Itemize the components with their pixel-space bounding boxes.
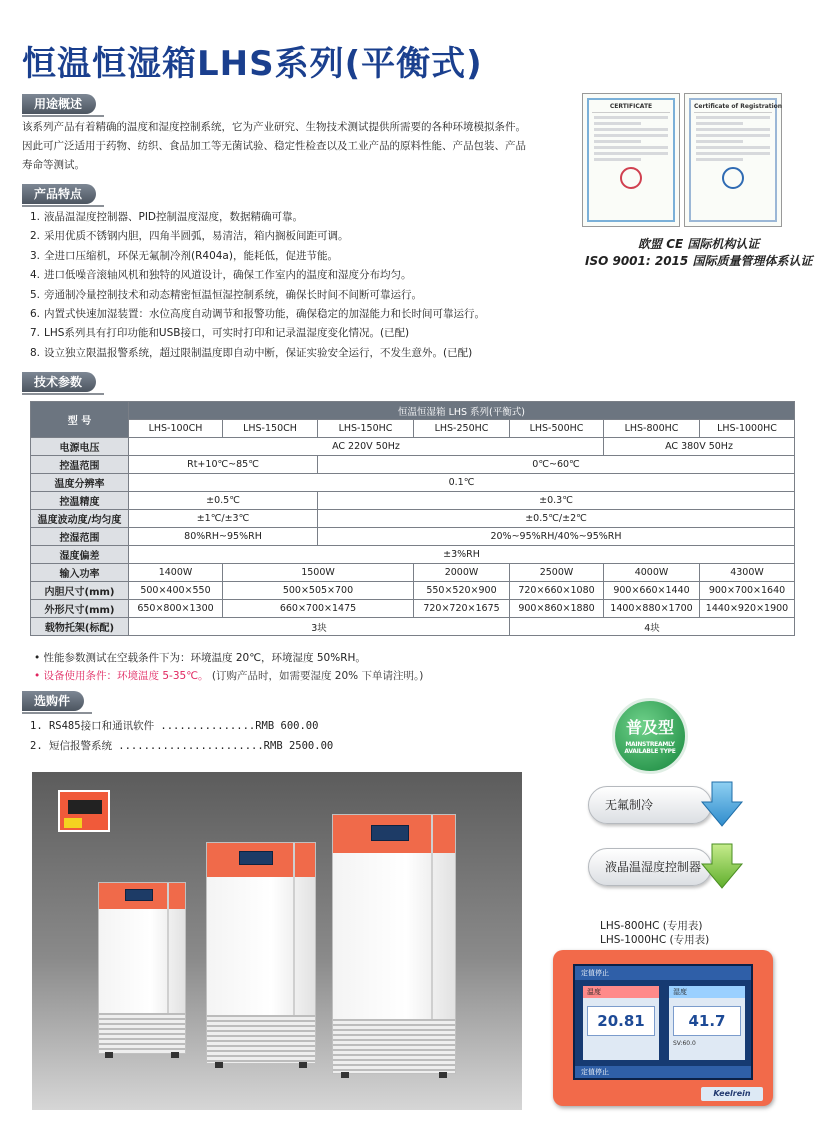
spec-row-label: 载物托架(标配) [31,618,129,636]
spec-cell: 80%RH~95%RH [129,528,318,546]
cabinet-large-image [332,814,456,1074]
feature-text: 采用优质不锈钢内胆，四角半圆弧，易清洁，箱内搁板间距可调。 [44,230,349,243]
spec-cell: ±0.5℃/±2℃ [318,510,795,528]
feature-item [30,227,590,246]
spec-row [31,546,795,564]
spec-model-header: LHS-250HC [414,420,510,438]
feature-item [30,247,590,266]
control-panel-inset-image [58,790,110,832]
feature-text: 全进口压缩机，环保无氟制冷剂(R404a)，能耗低，促进节能。 [44,249,338,262]
section-specs-tab: 技术参数 [22,372,96,392]
spec-row-label: 温度波动度/均匀度 [31,510,129,528]
lcd-controller-image [553,950,773,1106]
arrow-down-icon [700,842,744,890]
spec-cell: ±3%RH [129,546,795,564]
accessory-item-sms-alarm: 2. 短信报警系统 .......................RMB 2500.00 [30,740,334,752]
spec-cell: 4300W [700,564,795,582]
feature-number: 6. [30,307,41,320]
spec-row [31,492,795,510]
feature-item [30,208,590,227]
spec-row [31,618,795,636]
spec-cell: 4块 [510,618,795,636]
temperature-panel [583,986,659,1060]
spec-cell: 900×660×1440 [604,582,700,600]
feature-item [30,266,590,285]
badge-main-text: 普及型 [625,718,674,737]
spec-row-label: 湿度偏差 [31,546,129,564]
temperature-value: 20.81 [587,1006,655,1036]
humidity-panel [669,986,745,1060]
spec-row [31,600,795,618]
spec-cell: 500×505×700 [223,582,414,600]
spec-row-label: 输入功率 [31,564,129,582]
brand-logo: Keelrein [701,1087,763,1101]
spec-cell: ±1℃/±3℃ [129,510,318,528]
cabinet-small-image [98,882,186,1054]
spec-model-header: LHS-1000HC [700,420,795,438]
spec-row-label: 内胆尺寸(mm) [31,582,129,600]
spec-model-header: LHS-800HC [604,420,700,438]
feature-text: 设立独立限温报警系统，超过限制温度即自动中断，保证实验安全运行，不发生意外。(已配) [44,346,473,359]
feature-number: 4. [30,269,41,282]
spec-cell: 2000W [414,564,510,582]
lcd-bottom-bar: 定值停止 [575,1066,751,1078]
usage-paragraph: 该系列产品有着精确的温度和湿度控制系统，它为产业研究、生物技术测试提供所需要的各种环境模拟条件。因此可广泛适用于药物、纺织、食品加工等无菌试验、稳定性检查以及工业产品的原料性能、产品包装、产品寿命等测试。 [22,121,526,171]
test-condition-note: • 性能参数测试在空载条件下为：环境温度 20℃，环境湿度 50%RH。 [34,652,366,664]
spec-cell: 1400×880×1700 [604,600,700,618]
humidity-setpoint: SV:60.0 [673,1040,696,1047]
spec-cell: 550×520×900 [414,582,510,600]
spec-row [31,564,795,582]
spec-cell: 1440×920×1900 [700,600,795,618]
spec-cell: 720×720×1675 [414,600,510,618]
feature-text: 进口低噪音滚轴风机和独特的风道设计，确保工作室内的温度和湿度分布均匀。 [44,269,412,282]
spec-cell: 500×400×550 [129,582,223,600]
spec-cell: 720×660×1080 [510,582,604,600]
spec-cell: 900×700×1640 [700,582,795,600]
feature-pill-freon-free: 无氟制冷 [588,786,712,824]
feature-pill-lcd-controller: 液晶温湿度控制器 [588,848,712,886]
spec-cell: 1400W [129,564,223,582]
spec-cell: AC 380V 50Hz [604,438,795,456]
features-list [30,208,590,363]
spec-row-label: 控温精度 [31,492,129,510]
spec-cell: 4000W [604,564,700,582]
feature-item [30,305,590,324]
feature-number: 3. [30,249,41,262]
spec-cell: ±0.5℃ [129,492,318,510]
spec-cell: AC 220V 50Hz [129,438,604,456]
accessory-item-rs485: 1. RS485接口和通讯软件 ...............RMB 600.00 [30,720,319,732]
spec-cell: 1500W [223,564,414,582]
feature-number: 7. [30,327,41,340]
controller-model-note-1000: LHS-1000HC (专用表) [600,934,710,946]
spec-row-label: 电源电压 [31,438,129,456]
spec-row-label: 温度分辨率 [31,474,129,492]
spec-row [31,510,795,528]
section-usage-tab: 用途概述 [22,94,96,114]
arrow-down-icon [700,780,744,828]
page-title: 恒温恒湿箱LHS系列(平衡式) [22,44,483,84]
cert-caption-line2: ISO 9001: 2015 国际质量管理体系认证 [585,254,813,268]
spec-model-header: LHS-500HC [510,420,604,438]
spec-row [31,456,795,474]
feature-text: 内置式快速加湿装置：水位高度自动调节和报警功能，确保稳定的加湿能力和长时间可靠运行。 [44,307,485,320]
cert2-header: Certificate of Registration [694,103,772,113]
spec-cell: 20%~95%RH/40%~95%RH [318,528,795,546]
spec-series-label: 恒温恒湿箱 LHS 系列(平衡式) [129,402,795,420]
spec-cell: 900×860×1880 [510,600,604,618]
feature-text: 旁通制冷量控制技术和动态精密恒温恒湿控制系统，确保长时间不间断可靠运行。 [44,288,422,301]
mainstream-badge [612,698,688,774]
spec-row-label: 外形尺寸(mm) [31,600,129,618]
seal-icon [620,167,642,189]
lcd-top-bar: 定值停止 [575,966,751,980]
section-features-tab: 产品特点 [22,184,96,204]
feature-number: 2. [30,230,41,243]
seal-icon [722,167,744,189]
spec-model-header: LHS-150CH [223,420,318,438]
cert-caption-line1: 欧盟 CE 国际机构认证 [638,237,760,251]
humidity-value: 41.7 [673,1006,741,1036]
spec-cell: 3块 [129,618,510,636]
spec-row-label: 控温范围 [31,456,129,474]
spec-cell: 660×700×1475 [223,600,414,618]
certificate-caption [585,236,812,270]
controller-model-note-800: LHS-800HC (专用表) [600,920,703,932]
spec-row [31,582,795,600]
feature-number: 5. [30,288,41,301]
section-accessories-tab: 选购件 [22,691,84,711]
spec-row [31,528,795,546]
spec-cell: 2500W [510,564,604,582]
ce-certificate-image [582,93,680,227]
temperature-label: 温度 [583,986,659,998]
spec-cell: ±0.3℃ [318,492,795,510]
cabinet-medium-image [206,842,316,1064]
badge-sub-text: MAINSTREAMLY AVAILABLE TYPE [624,741,676,755]
spec-cell: 0℃~60℃ [318,456,795,474]
spec-row [31,438,795,456]
spec-model-header: LHS-150HC [318,420,414,438]
cert1-header: CERTIFICATE [592,103,670,113]
lcd-screen [573,964,753,1080]
feature-item [30,324,590,343]
humidity-label: 湿度 [669,986,745,998]
feature-item [30,344,590,363]
feature-text: LHS系列具有打印功能和USB接口，可实时打印和记录温湿度变化情况。(已配) [44,327,410,340]
feature-number: 1. [30,211,41,223]
spec-row-label: 控湿范围 [31,528,129,546]
spec-table [30,401,795,636]
spec-cell: 650×800×1300 [129,600,223,618]
spec-model-header: LHS-100CH [129,420,223,438]
spec-cell: 0.1℃ [129,474,795,492]
usage-condition-note [34,668,423,683]
feature-text: 液晶温湿度控制器、PID控制温度湿度，数据精确可靠。 [44,211,304,223]
spec-model-label: 型 号 [31,402,129,438]
spec-cell: Rt+10℃~85℃ [129,456,318,474]
iso-certificate-image [684,93,782,227]
feature-number: 8. [30,346,41,359]
spec-row [31,474,795,492]
feature-item [30,286,590,305]
usage-condition-rest: (订购产品时，如需要湿度 20% 下单请注明。) [211,670,424,682]
usage-condition-red: • 设备使用条件：环境温度 5-35℃。 [34,670,209,682]
